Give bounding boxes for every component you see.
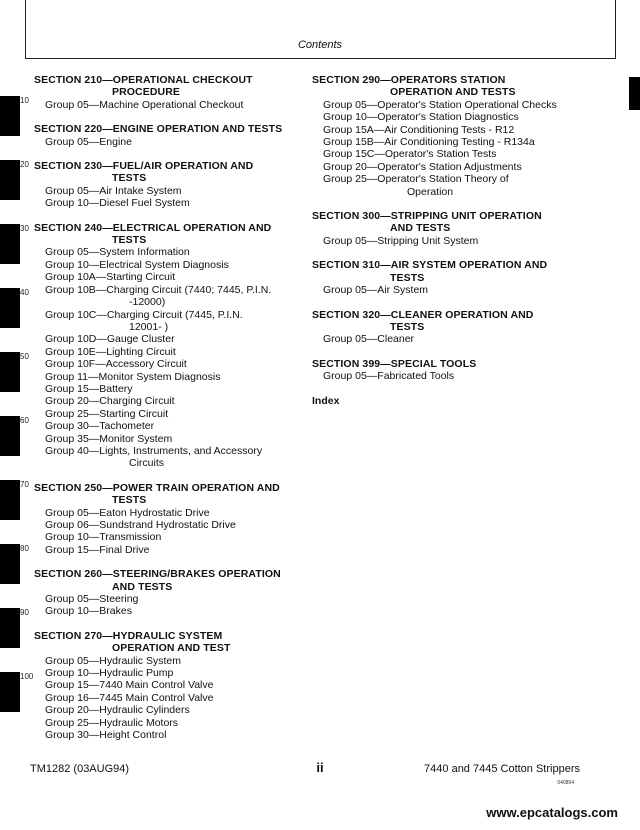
toc-section <box>34 482 294 556</box>
toc-group-entry[interactable] <box>34 679 294 691</box>
section-tab-number: 80 <box>20 544 29 553</box>
section-tab-100 <box>0 672 20 712</box>
index-entry[interactable]: Index <box>312 394 340 407</box>
section-title-line: SECTION 210—OPERATIONAL CHECKOUT <box>34 74 253 86</box>
group-entry-line: Group 10—Diesel Fuel System <box>45 197 190 210</box>
toc-group-entry[interactable] <box>312 136 612 148</box>
group-entry-line: Group 10A—Starting Circuit <box>45 271 176 284</box>
group-entry-line: Group 10F—Accessory Circuit <box>45 358 187 371</box>
section-title[interactable] <box>34 568 294 593</box>
group-entry-line: Group 10—Brakes <box>45 605 132 618</box>
section-title[interactable] <box>312 358 612 370</box>
toc-section <box>312 210 612 247</box>
section-title[interactable] <box>312 74 612 99</box>
group-entry-line: Group 05—Air System <box>323 284 429 297</box>
group-entry-line: Group 10—Transmission <box>45 531 162 544</box>
group-entry-line: Group 05—Machine Operational Checkout <box>45 98 244 111</box>
group-entry-line: Group 10—Operator's Station Diagnostics <box>323 111 519 124</box>
toc-group-entry[interactable] <box>34 655 294 667</box>
group-entry-line: Group 15B—Air Conditioning Testing - R134a <box>323 136 535 149</box>
section-title[interactable] <box>34 630 294 655</box>
group-entry-line: Group 05—Operator's Station Operational Checks <box>323 98 557 111</box>
group-entry-line: Group 10B—Charging Circuit (7440; 7445, P.I.N. <box>45 283 272 296</box>
footer-title: 7440 and 7445 Cotton Strippers <box>424 763 580 775</box>
section-title-line: SECTION 399—SPECIAL TOOLS <box>312 357 477 370</box>
group-entry-line: Group 05—Engine <box>45 135 132 148</box>
group-entry-line: Group 20—Charging Circuit <box>45 395 175 408</box>
right-column <box>312 74 612 407</box>
toc-section <box>34 74 294 111</box>
toc-group-entry[interactable] <box>34 667 294 679</box>
group-entry-line: Group 05—Stripping Unit System <box>323 234 479 247</box>
toc-group-entry[interactable] <box>34 704 294 716</box>
group-entry-line: -12000) <box>129 296 166 309</box>
footer-page-number: ii <box>316 760 324 775</box>
section-title[interactable] <box>34 482 294 507</box>
group-entry-line: Group 10C—Charging Circuit (7445, P.I.N. <box>45 308 243 321</box>
group-entry-line: Group 10—Hydraulic Pump <box>45 667 174 680</box>
section-tab-20 <box>0 160 20 200</box>
group-entry-line: Group 25—Starting Circuit <box>45 407 169 420</box>
section-title-line: SECTION 310—AIR SYSTEM OPERATION AND <box>312 259 548 272</box>
toc-group-entry[interactable] <box>312 173 612 198</box>
group-entry-line: Group 05—Cleaner <box>323 333 415 346</box>
toc-group-entry[interactable] <box>34 185 294 197</box>
toc-section <box>312 259 612 296</box>
section-title[interactable] <box>34 222 294 247</box>
group-entry-line: Operation <box>407 185 454 198</box>
toc-group-entry[interactable] <box>34 346 294 358</box>
group-entry-line: Group 05—Air Intake System <box>45 184 182 197</box>
section-title[interactable] <box>312 210 612 235</box>
section-tab-60 <box>0 416 20 456</box>
group-entry-line: Group 20—Hydraulic Cylinders <box>45 704 190 717</box>
group-entry-line: Group 05—Hydraulic System <box>45 654 181 667</box>
section-tab-30 <box>0 224 20 264</box>
section-tab-number: 40 <box>20 288 29 297</box>
footer-doc-id: TM1282 (03AUG94) <box>30 763 130 775</box>
section-title-line: SECTION 220—ENGINE OPERATION AND TESTS <box>34 123 283 136</box>
group-entry-line: Group 15—7440 Main Control Valve <box>45 679 214 692</box>
toc-group-entry[interactable] <box>34 531 294 543</box>
toc-group-entry[interactable] <box>34 445 294 470</box>
section-title-line: SECTION 300—STRIPPING UNIT OPERATION <box>312 210 542 223</box>
toc-section <box>34 568 294 618</box>
toc-section <box>312 358 612 383</box>
section-title-line: TESTS <box>390 271 425 284</box>
section-title-line: SECTION 240—ELECTRICAL OPERATION AND <box>34 221 272 234</box>
toc-group-entry[interactable] <box>34 259 294 271</box>
toc-section <box>312 74 612 198</box>
group-entry-line: Group 10—Electrical System Diagnosis <box>45 258 229 271</box>
group-entry-line: Group 10E—Lighting Circuit <box>45 345 176 358</box>
section-tab-number: 50 <box>20 352 29 361</box>
section-title-line: PROCEDURE <box>112 86 180 99</box>
section-tab-90 <box>0 608 20 648</box>
section-tab-number: 100 <box>20 672 34 681</box>
group-entry-line: Group 30—Tachometer <box>45 420 155 433</box>
toc-group-entry[interactable] <box>34 692 294 704</box>
header-rule <box>25 58 616 59</box>
section-title-line: TESTS <box>390 320 425 333</box>
toc-group-entry[interactable] <box>312 124 612 136</box>
section-tab-number: 20 <box>20 160 29 169</box>
toc-group-entry[interactable] <box>312 99 612 111</box>
toc-group-entry[interactable] <box>34 507 294 519</box>
toc-group-entry[interactable] <box>34 395 294 407</box>
toc-group-entry[interactable] <box>34 246 294 258</box>
section-tab-10 <box>0 96 20 136</box>
section-title-line: SECTION 320—CLEANER OPERATION AND <box>312 308 534 321</box>
section-tab-number: 70 <box>20 480 29 489</box>
group-entry-line: Group 15—Final Drive <box>45 543 150 556</box>
group-entry-line: Group 15A—Air Conditioning Tests - R12 <box>323 123 515 136</box>
section-title-line: OPERATION AND TESTS <box>390 86 516 99</box>
section-title-line: AND TESTS <box>390 222 451 235</box>
group-entry-line: Group 06—Sundstrand Hydrostatic Drive <box>45 519 236 531</box>
right-edge-tab <box>629 77 640 110</box>
toc-section <box>34 222 294 470</box>
section-title-line: TESTS <box>112 234 147 247</box>
group-entry-line: Group 40—Lights, Instruments, and Accessory <box>45 444 263 457</box>
toc-section <box>34 160 294 210</box>
section-title-line: SECTION 250—POWER TRAIN OPERATION AND <box>34 481 280 494</box>
toc-group-entry[interactable] <box>34 284 294 309</box>
section-tab-number: 10 <box>20 96 29 105</box>
toc-group-entry[interactable] <box>34 371 294 383</box>
toc-section <box>34 630 294 742</box>
toc-section <box>312 309 612 346</box>
section-tab-80 <box>0 544 20 584</box>
toc-section <box>34 123 294 148</box>
section-tab-70 <box>0 480 20 520</box>
group-entry-line: Group 05—Fabricated Tools <box>323 370 455 383</box>
group-entry-line: Group 11—Monitor System Diagnosis <box>45 370 221 383</box>
section-title[interactable] <box>312 309 612 334</box>
toc-group-entry[interactable] <box>34 333 294 345</box>
section-tab-number: 30 <box>20 224 29 233</box>
toc-group-entry[interactable] <box>312 235 612 247</box>
section-title-line: AND TESTS <box>112 580 173 593</box>
group-entry-line: Group 35—Monitor System <box>45 432 173 445</box>
toc-group-entry[interactable] <box>312 161 612 173</box>
page-header-title: Contents <box>297 39 343 51</box>
toc-group-entry[interactable] <box>34 197 294 209</box>
group-entry-line: Group 15—Battery <box>45 382 133 395</box>
section-title-line: SECTION 290—OPERATORS STATION <box>312 74 506 86</box>
toc-group-entry[interactable] <box>34 271 294 283</box>
section-title[interactable] <box>34 123 294 135</box>
toc-group-entry[interactable] <box>34 420 294 432</box>
section-title-line: SECTION 270—HYDRAULIC SYSTEM <box>34 629 223 642</box>
group-entry-line: Circuits <box>129 457 165 470</box>
toc-group-entry[interactable] <box>34 433 294 445</box>
toc-group-entry[interactable] <box>312 370 612 382</box>
section-tab-number: 90 <box>20 608 29 617</box>
footer-code: 040894 <box>557 780 574 786</box>
section-title-line: SECTION 230—FUEL/AIR OPERATION AND <box>34 160 254 173</box>
section-title[interactable] <box>34 160 294 185</box>
section-title[interactable] <box>34 74 294 99</box>
section-tab-40 <box>0 288 20 328</box>
left-column <box>34 74 294 754</box>
group-entry-line: Group 05—Eaton Hydrostatic Drive <box>45 506 210 519</box>
group-entry-line: Group 10D—Gauge Cluster <box>45 333 175 346</box>
group-entry-line: Group 20—Operator's Station Adjustments <box>323 160 522 173</box>
toc-group-entry[interactable] <box>34 544 294 556</box>
group-entry-line: Group 05—Steering <box>45 593 139 606</box>
group-entry-line: 12001- ) <box>129 320 169 333</box>
toc-group-entry[interactable] <box>312 148 612 160</box>
section-tab-number: 60 <box>20 416 29 425</box>
toc-group-entry[interactable] <box>34 519 294 531</box>
group-entry-line: Group 15C—Operator's Station Tests <box>323 148 497 161</box>
group-entry-line: Group 05—System Information <box>45 246 190 259</box>
toc-group-entry[interactable] <box>34 99 294 111</box>
toc-group-entry[interactable] <box>34 593 294 605</box>
toc-group-entry[interactable] <box>34 729 294 741</box>
toc-group-entry[interactable] <box>34 605 294 617</box>
section-title[interactable] <box>312 259 612 284</box>
toc-group-entry[interactable] <box>312 284 612 296</box>
toc-group-entry[interactable] <box>34 136 294 148</box>
toc-group-entry[interactable] <box>34 383 294 395</box>
group-entry-line: Group 30—Height Control <box>45 729 167 742</box>
watermark-link[interactable]: www.epcatalogs.com <box>486 805 618 820</box>
toc-group-entry[interactable] <box>34 309 294 334</box>
toc-group-entry[interactable] <box>312 333 612 345</box>
toc-group-entry[interactable] <box>312 111 612 123</box>
section-title-line: TESTS <box>112 494 147 507</box>
group-entry-line: Group 25—Hydraulic Motors <box>45 716 179 729</box>
section-title-line: OPERATION AND TEST <box>112 642 231 655</box>
toc-group-entry[interactable] <box>34 358 294 370</box>
group-entry-line: Group 16—7445 Main Control Valve <box>45 691 214 704</box>
toc-group-entry[interactable] <box>34 717 294 729</box>
section-tab-50 <box>0 352 20 392</box>
group-entry-line: Group 25—Operator's Station Theory of <box>323 173 509 186</box>
toc-group-entry[interactable] <box>34 408 294 420</box>
section-title-line: TESTS <box>112 172 147 185</box>
section-title-line: SECTION 260—STEERING/BRAKES OPERATION <box>34 568 281 581</box>
